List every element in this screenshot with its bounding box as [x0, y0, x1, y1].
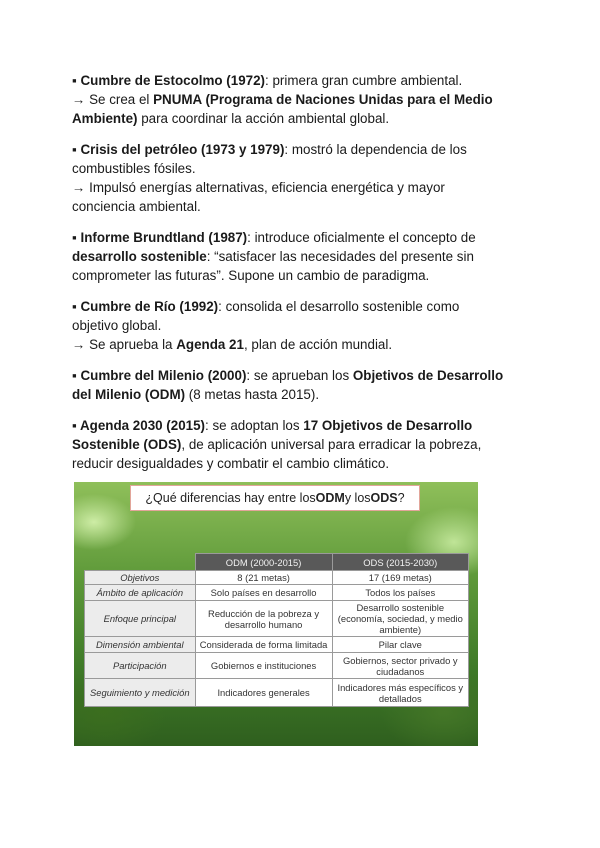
ods-cell: Gobiernos, sector privado y ciudadanos — [332, 653, 468, 679]
text-line — [72, 109, 542, 128]
ods-cell: Desarrollo sostenible (economía, sociedad, y medio ambiente) — [332, 601, 468, 637]
text-line — [72, 90, 542, 109]
bold-text: Sostenible (ODS) — [72, 437, 182, 452]
text-run: : se aprueban los — [246, 368, 353, 383]
odm-cell: Indicadores generales — [195, 679, 332, 707]
bold-text: desarrollo sostenible — [72, 249, 207, 264]
bold-text: ▪ Informe Brundtland (1987) — [72, 230, 248, 245]
table-row — [85, 585, 469, 601]
bold-text: del Milenio (ODM) — [72, 387, 186, 402]
comparison-table — [84, 553, 469, 707]
bold-text: Objetivos de Desarrollo — [352, 368, 504, 383]
text-line — [72, 197, 542, 216]
text-run: : introduce oficialmente el concepto de — [247, 230, 476, 245]
text-run: : primera gran cumbre ambiental. — [265, 73, 463, 88]
bold-text: Ambiente) — [72, 111, 138, 126]
text-line — [72, 416, 542, 435]
text-run: : “satisfacer las necesidades del presente sin — [206, 249, 474, 264]
odm-ods-comparison-figure — [74, 482, 478, 746]
text-run: (8 metas hasta 2015). — [185, 387, 320, 402]
column-header-odm: ODM (2000-2015) — [195, 554, 332, 571]
table-row — [85, 637, 469, 653]
text-line — [72, 178, 542, 197]
text-line — [72, 228, 542, 247]
text-body — [72, 71, 542, 485]
text-run: comprometer las futuras”. Supone un cambio de paradigma. — [72, 268, 430, 283]
paragraph — [72, 297, 542, 354]
bold-text: ▪ Cumbre de Estocolmo (1972) — [72, 73, 266, 88]
text-line — [72, 71, 542, 90]
bold-text: ▪ Cumbre de Río (1992) — [72, 299, 219, 314]
table-corner-cell — [85, 554, 196, 571]
text-run: : se adoptan los — [205, 418, 304, 433]
text-line — [72, 297, 542, 316]
table-row — [85, 653, 469, 679]
bold-text: ▪ Crisis del petróleo (1973 y 1979) — [72, 142, 285, 157]
column-header-ods: ODS (2015-2030) — [332, 554, 468, 571]
ods-cell: Pilar clave — [332, 637, 468, 653]
bold-text: 17 Objetivos de Desarrollo — [303, 418, 473, 433]
table-row — [85, 679, 469, 707]
text-line — [72, 385, 542, 404]
paragraph — [72, 140, 542, 216]
text-run: para coordinar la acción ambiental global. — [137, 111, 390, 126]
bold-text: ▪ Agenda 2030 (2015) — [72, 418, 206, 433]
text-run: → Se aprueba la — [72, 337, 177, 352]
bold-text: Agenda 21 — [176, 337, 244, 352]
text-run: : consolida el desarrollo sostenible como — [218, 299, 460, 314]
row-label: Objetivos — [85, 571, 196, 585]
row-label: Enfoque principal — [85, 601, 196, 637]
row-label: Ámbito de aplicación — [85, 585, 196, 601]
figure-title-part: ODM — [315, 491, 345, 505]
paragraph — [72, 228, 542, 285]
text-line — [72, 159, 542, 178]
text-line — [72, 247, 542, 266]
odm-cell: 8 (21 metas) — [195, 571, 332, 585]
odm-cell: Gobiernos e instituciones — [195, 653, 332, 679]
ods-cell: Indicadores más específicos y detallados — [332, 679, 468, 707]
text-run: , de aplicación universal para erradicar la pobreza, — [181, 437, 482, 452]
paragraph — [72, 366, 542, 404]
bold-text: PNUMA (Programa de Naciones Unidas para el Medio — [153, 92, 493, 107]
text-run: → Se crea el — [72, 92, 154, 107]
figure-title-part: ? — [397, 491, 405, 505]
text-run: → Impulsó energías alternativas, eficiencia energética y mayor — [72, 180, 445, 195]
row-label: Dimensión ambiental — [85, 637, 196, 653]
text-line — [72, 454, 542, 473]
text-run: conciencia ambiental. — [72, 199, 201, 214]
text-line — [72, 435, 542, 454]
figure-title-part: ¿Qué diferencias hay entre los — [145, 491, 316, 505]
bold-text: ▪ Cumbre del Milenio (2000) — [72, 368, 247, 383]
paragraph — [72, 416, 542, 473]
table-row — [85, 601, 469, 637]
ods-cell: 17 (169 metas) — [332, 571, 468, 585]
table-header-row — [85, 554, 469, 571]
text-run: , plan de acción mundial. — [243, 337, 393, 352]
text-run: : mostró la dependencia de los — [284, 142, 467, 157]
text-run: combustibles fósiles. — [72, 161, 196, 176]
row-label: Seguimiento y medición — [85, 679, 196, 707]
text-line — [72, 140, 542, 159]
text-line — [72, 266, 542, 285]
text-line — [72, 366, 542, 385]
figure-title-part: ODS — [370, 491, 398, 505]
text-run: reducir desigualdades y combatir el cambio climático. — [72, 456, 390, 471]
odm-cell: Considerada de forma limitada — [195, 637, 332, 653]
figure-title — [130, 485, 420, 511]
ods-cell: Todos los países — [332, 585, 468, 601]
text-line — [72, 316, 542, 335]
odm-cell: Solo países en desarrollo — [195, 585, 332, 601]
row-label: Participación — [85, 653, 196, 679]
figure-title-part: y los — [344, 491, 371, 505]
text-run: objetivo global. — [72, 318, 162, 333]
table-row — [85, 571, 469, 585]
text-line — [72, 335, 542, 354]
odm-cell: Reducción de la pobreza y desarrollo humano — [195, 601, 332, 637]
paragraph — [72, 71, 542, 128]
